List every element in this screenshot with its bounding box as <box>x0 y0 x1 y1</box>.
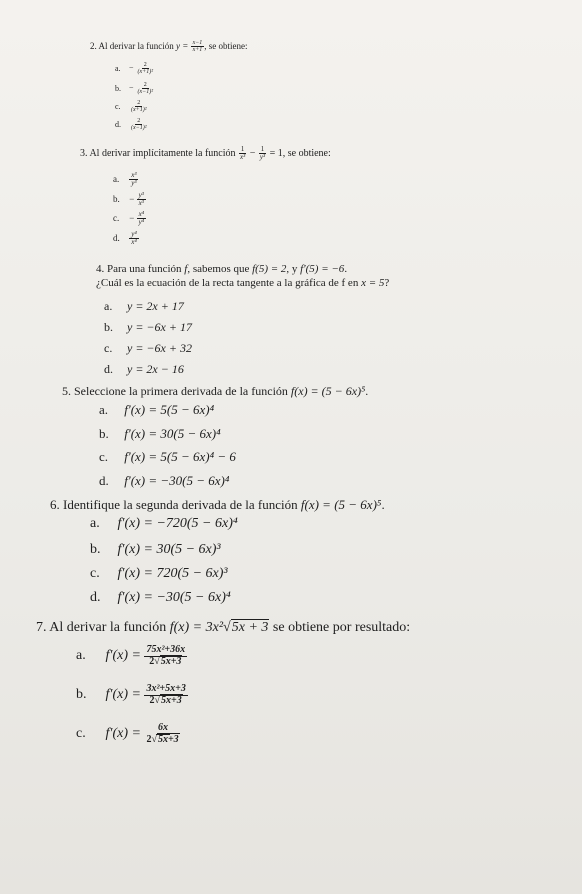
question-6-option-c[interactable]: c. f′(x) = 720(5 − 6x)³ <box>90 566 228 581</box>
question-6-option-d[interactable]: d. f′(x) = −30(5 − 6x)⁴ <box>90 590 231 605</box>
question-4-stem-line-2: ¿Cuál es la ecuación de la recta tangente a la gráfica de f en x = 5? <box>96 277 390 289</box>
question-5-option-a[interactable]: a. f′(x) = 5(5 − 6x)⁴ <box>99 402 215 417</box>
question-5-option-c[interactable]: c. f′(x) = 5(5 − 6x)⁴ − 6 <box>99 449 236 464</box>
question-3-option-c[interactable]: c. − $\frac{\text{x⁴}}{\text{y⁴}}$ <box>113 210 145 227</box>
question-6-option-a[interactable]: a. f′(x) = −720(5 − 6x)⁴ <box>90 516 238 531</box>
question-3-stem: 3. Al derivar implícitamente la función $\frac{1}{\text{x³}}$ − $\frac{1}{\text{y³}}$ = 1, se obtiene: <box>80 145 331 162</box>
question-4-option-a[interactable]: a. y = 2x + 17 <box>104 299 184 313</box>
question-3-term-2: $\frac{1}{\text{y³}}$ <box>259 145 266 162</box>
question-4-option-b[interactable]: b. y = −6x + 17 <box>104 320 192 334</box>
question-7-stem: 7. Al derivar la función f(x) = 3x²√5x + 3 se obtiene por resultado: <box>36 620 411 635</box>
question-4-stem-line-1: 4. Para una función f, sabemos que f(5) = 2, y f′(5) = −6. <box>96 263 348 275</box>
question-6-option-b[interactable]: b. f′(x) = 30(5 − 6x)³ <box>90 542 221 557</box>
question-7-option-a[interactable]: a. f′(x) = $\frac{\text{75x²+36x}}{2√5x+3}$ <box>76 644 186 667</box>
question-4-option-c[interactable]: c. y = −6x + 32 <box>104 341 192 355</box>
question-3-term-1: $\frac{1}{\text{x³}}$ <box>240 145 246 162</box>
question-3-option-b[interactable]: b. − $\frac{\text{y³}}{\text{x³}}$ <box>113 191 144 208</box>
question-7-sqrt: √5x + 3 <box>223 620 269 635</box>
question-2-option-a[interactable]: a. − $\frac{2}{\text{(x+1)²}}$ <box>115 62 154 76</box>
question-4-option-d[interactable]: d. y = 2x − 16 <box>104 362 184 376</box>
question-2-option-d[interactable]: d. $\frac{2}{\text{(x−1)²}}$ <box>115 118 147 132</box>
question-2-stem: 2. Al derivar la función y = $\frac{x-1}{x+1}$ , se obtiene: <box>90 40 248 54</box>
question-2-function-fraction: $\frac{x-1}{x+1}$ <box>192 40 203 54</box>
question-2-option-c[interactable]: c. $\frac{2}{\text{(x+1)²}}$ <box>115 100 147 114</box>
question-2-option-b[interactable]: b. − $\frac{2}{\text{(x−1)²}}$ <box>115 82 154 96</box>
question-5-option-b[interactable]: b. f′(x) = 30(5 − 6x)⁴ <box>99 426 221 441</box>
question-5-option-d[interactable]: d. f′(x) = −30(5 − 6x)⁴ <box>99 473 230 488</box>
question-2-function-lhs: y = <box>175 40 189 51</box>
question-7-option-c[interactable]: c. f′(x) = $\frac{6x}{2√5x+3}$ <box>76 722 179 745</box>
question-3-option-d[interactable]: d. $\frac{\text{y⁴}}{\text{x⁴}}$ <box>113 230 137 247</box>
question-7-option-b[interactable]: b. f′(x) = $\frac{\text{3x²+5x+3}}{2√5x+3}$ <box>76 683 186 706</box>
question-2-text: 2. Al derivar la función <box>90 40 174 51</box>
question-3-option-a[interactable]: a. $\frac{\text{x³}}{\text{y³}}$ <box>113 171 137 188</box>
question-6-stem: 6. Identifique la segunda derivada de la función f(x) = (5 − 6x)⁵. <box>50 497 385 512</box>
question-5-stem: 5. Seleccione la primera derivada de la función f(x) = (5 − 6x)⁵. <box>62 384 369 398</box>
